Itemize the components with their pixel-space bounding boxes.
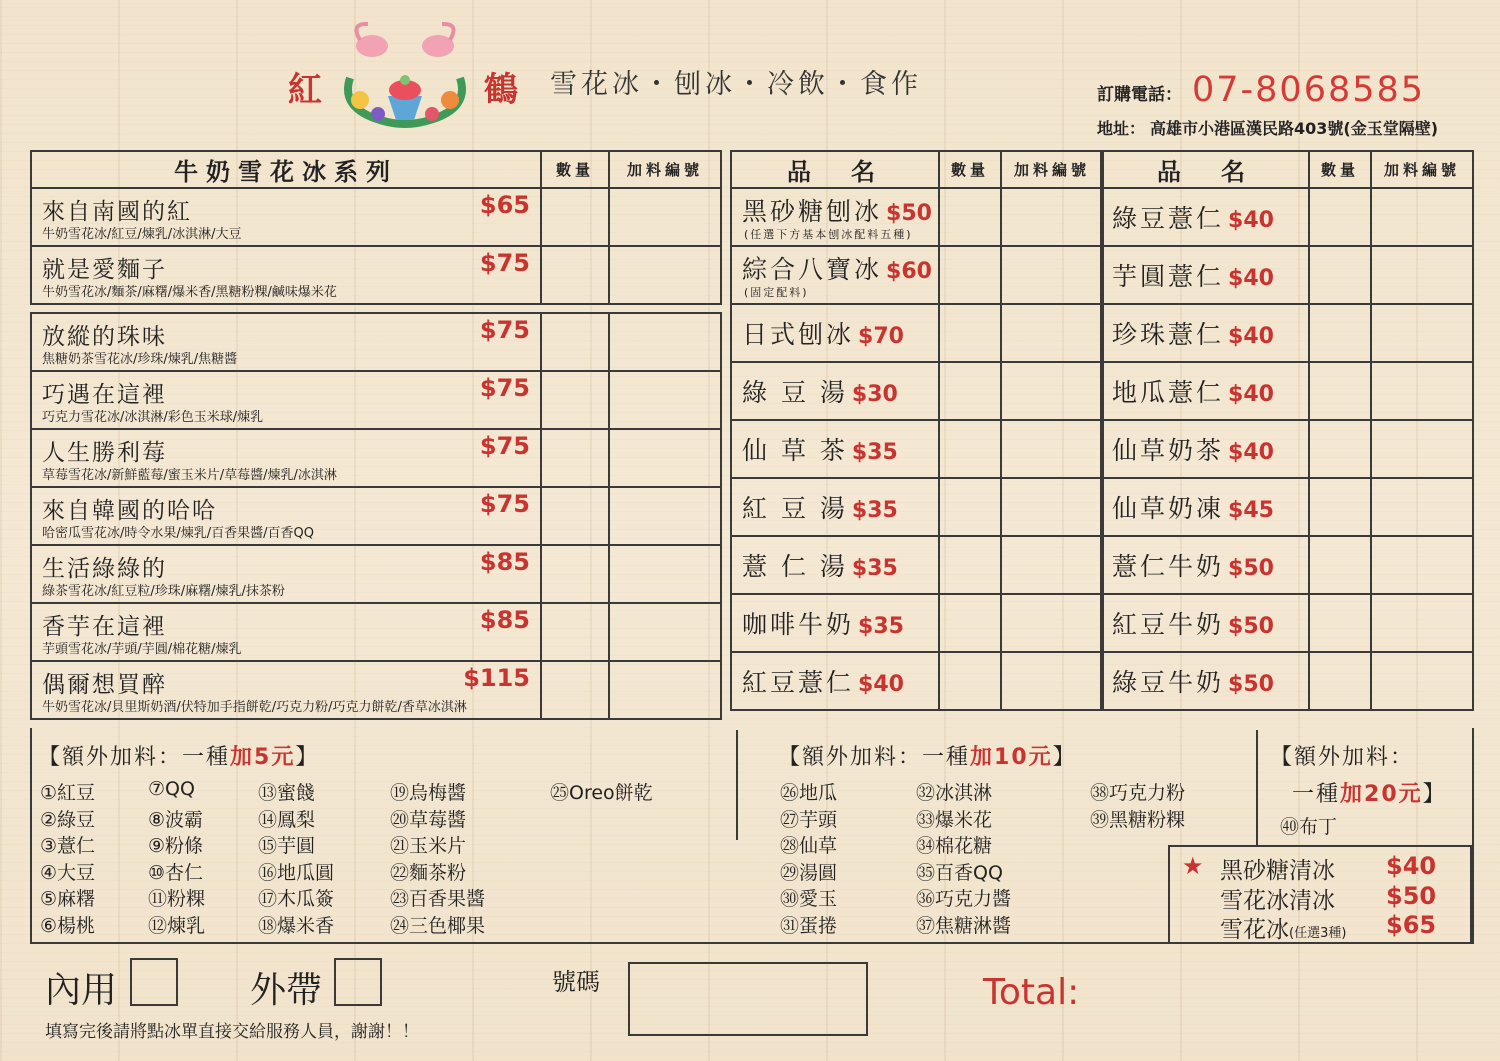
heading-price: 加10元	[970, 745, 1053, 770]
divider	[736, 730, 738, 840]
menu-row	[31, 371, 721, 429]
menu-item	[731, 536, 939, 594]
topping-code-cell[interactable]	[609, 371, 721, 429]
topping-code-cell[interactable]	[609, 429, 721, 487]
topping-item: ⑭鳳梨	[258, 808, 316, 831]
topping-code-cell[interactable]	[1371, 362, 1473, 420]
item-name: 薏 仁 湯	[742, 552, 848, 581]
menu-row	[731, 652, 1103, 710]
takeout-checkbox[interactable]	[334, 958, 382, 1006]
topping-item: ㊱巧克力醬	[916, 888, 1012, 911]
snow-ice-table-bottom	[30, 312, 722, 720]
item-description: 牛奶雪花冰/麵茶/麻糬/爆米香/黑糖粉粿/鹹味爆米花	[42, 285, 337, 300]
item-price: $30	[851, 382, 898, 407]
menu-item	[31, 603, 541, 661]
item-name: 咖啡牛奶	[742, 610, 855, 639]
qty-cell[interactable]	[541, 487, 609, 545]
ice-price: $40	[1386, 852, 1437, 880]
menu-item	[731, 478, 939, 536]
qty-cell[interactable]	[939, 246, 1001, 304]
menu-row	[731, 304, 1103, 362]
menu-item	[1101, 188, 1309, 246]
qty-cell[interactable]	[1309, 362, 1371, 420]
qty-header: 數量	[1309, 151, 1371, 188]
topping-code-cell[interactable]	[1371, 304, 1473, 362]
topping-code-cell[interactable]	[1371, 246, 1473, 304]
topping-20-heading-line2	[1292, 777, 1447, 808]
item-price: $35	[851, 498, 898, 523]
item-name-header: 品 名	[1101, 151, 1309, 188]
menu-item	[731, 652, 939, 710]
topping-item: ⑳草莓醬	[390, 808, 467, 831]
menu-row	[1101, 536, 1473, 594]
topping-item: ㉟百香QQ	[916, 861, 1003, 884]
topping-item: ㉑玉米片	[390, 835, 467, 858]
item-name: 仙草奶凍	[1112, 494, 1225, 523]
topping-item: ⑦QQ	[148, 778, 195, 800]
menu-item	[731, 594, 939, 652]
dine-in-label: 內用	[45, 970, 118, 1011]
topping-item: ㉝爆米花	[916, 808, 993, 831]
topping-10-heading	[778, 740, 1077, 771]
qty-cell[interactable]	[541, 313, 609, 371]
menu-row	[31, 545, 721, 603]
menu-item	[31, 487, 541, 545]
flamingo-logo-icon	[330, 18, 480, 136]
item-name: 就是愛麵子	[42, 257, 167, 283]
qty-cell[interactable]	[541, 188, 609, 246]
menu-row	[1101, 478, 1473, 536]
topping-item: ㉙湯圓	[780, 861, 838, 884]
topping-code-cell[interactable]	[609, 545, 721, 603]
menu-item	[1101, 304, 1309, 362]
item-price: $35	[851, 556, 898, 581]
item-price: $75	[479, 316, 530, 344]
item-price: $75	[479, 490, 530, 518]
number-label: 號碼	[552, 968, 600, 996]
topping-code-cell[interactable]	[1001, 246, 1103, 304]
ice-name: 雪花冰清冰	[1220, 888, 1335, 914]
qty-header: 數量	[939, 151, 1001, 188]
topping-code-cell[interactable]	[1001, 304, 1103, 362]
topping-item: ④大豆	[40, 861, 96, 884]
item-name: 薏仁牛奶	[1112, 552, 1225, 581]
item-price: $65	[479, 191, 530, 219]
menu-item	[731, 188, 939, 246]
item-price: $115	[463, 664, 530, 692]
item-description: 巧克力雪花冰/冰淇淋/彩色玉米球/煉乳	[42, 410, 264, 425]
item-description: 芋頭雪花冰/芋頭/芋圓/棉花糖/煉乳	[42, 642, 242, 657]
qty-cell[interactable]	[541, 661, 609, 719]
qty-cell[interactable]	[1309, 188, 1371, 246]
item-name: 生活綠綠的	[42, 556, 167, 582]
menu-row	[1101, 420, 1473, 478]
item-name: 仙草奶茶	[1112, 436, 1225, 465]
menu-row	[731, 362, 1103, 420]
snow-ice-table-top	[30, 150, 722, 305]
menu-item	[31, 246, 541, 304]
ice-note: (任選3種)	[1289, 926, 1347, 941]
item-price: $85	[479, 548, 530, 576]
topping-code-cell[interactable]	[1371, 652, 1473, 710]
address: 高雄市小港區漢民路403號(金玉堂隔壁)	[1150, 119, 1439, 138]
item-price: $35	[858, 614, 904, 639]
menu-row	[31, 603, 721, 661]
topping-code-cell[interactable]	[1001, 594, 1103, 652]
topping-code-cell[interactable]	[1371, 188, 1473, 246]
menu-item	[1101, 478, 1309, 536]
phone-number: 07-8068585	[1192, 70, 1426, 110]
topping-item: ㉚愛玉	[780, 888, 838, 911]
topping-item: ⑮芋圓	[258, 835, 316, 858]
heading-text: 一種	[1292, 782, 1341, 807]
notice-text: 填寫完後請將點冰單直接交給服務人員，謝謝！！	[45, 1022, 419, 1042]
item-description: 草莓雪花冰/新鮮藍莓/蜜玉米片/草莓醬/煉乳/冰淇淋	[42, 468, 337, 483]
qty-cell[interactable]	[1309, 536, 1371, 594]
item-name: 地瓜薏仁	[1112, 378, 1225, 407]
shaved-ice-table	[730, 150, 1104, 711]
menu-item	[1101, 594, 1309, 652]
topping-item: ②綠豆	[40, 808, 96, 831]
item-name: 芋圓薏仁	[1112, 262, 1225, 291]
menu-item	[31, 371, 541, 429]
item-name: 日式刨冰	[742, 320, 855, 349]
menu-item	[731, 420, 939, 478]
item-price: $75	[479, 374, 530, 402]
ice-name: 雪花冰	[1220, 917, 1289, 943]
item-name: 綠豆薏仁	[1112, 204, 1225, 233]
qty-cell[interactable]	[541, 246, 609, 304]
menu-item	[31, 188, 541, 246]
topping-item: ⑲烏梅醬	[390, 782, 467, 804]
item-name: 巧遇在這裡	[42, 382, 167, 408]
qty-cell[interactable]	[939, 652, 1001, 710]
menu-item	[1101, 652, 1309, 710]
item-name: 紅豆薏仁	[742, 668, 855, 697]
menu-row	[731, 594, 1103, 652]
topping-item: ㉖地瓜	[780, 782, 838, 804]
qty-cell[interactable]	[939, 304, 1001, 362]
heading-price: 加20元	[1340, 782, 1423, 807]
topping-item: ⑱爆米香	[258, 915, 335, 937]
item-price: $40	[1228, 382, 1274, 407]
topping-code-cell[interactable]	[1001, 362, 1103, 420]
drinks-table	[1100, 150, 1474, 711]
tagline: 雪花冰・刨冰・冷飲・食作	[550, 69, 922, 100]
item-name: 人生勝利莓	[42, 440, 167, 466]
topping-code-cell[interactable]	[1371, 420, 1473, 478]
item-price: $50	[1228, 672, 1274, 697]
topping-code-cell[interactable]	[1371, 536, 1473, 594]
item-price: $40	[1228, 324, 1274, 349]
item-price: $40	[1228, 208, 1274, 233]
topping-item: ⑤麻糬	[40, 888, 96, 911]
topping-item: ㉔三色椰果	[390, 915, 486, 937]
item-name: 來自韓國的哈哈	[42, 498, 217, 524]
item-name: 綜合八寶冰	[742, 255, 883, 284]
qty-cell[interactable]	[541, 545, 609, 603]
qty-cell[interactable]	[1309, 652, 1371, 710]
topping-item: ⑬蜜餞	[258, 782, 316, 804]
item-name: 放縱的珠味	[42, 324, 167, 350]
menu-item	[31, 313, 541, 371]
item-name: 綠豆牛奶	[1112, 668, 1225, 697]
heading-close: 】	[295, 745, 320, 770]
heading-price: 加5元	[230, 745, 296, 770]
item-price: $60	[886, 259, 932, 284]
qty-cell[interactable]	[541, 429, 609, 487]
item-name: 偶爾想買醉	[42, 672, 167, 698]
menu-row	[1101, 652, 1473, 710]
topping-item: ⑯地瓜圓	[258, 861, 335, 884]
topping-item: ⑪粉粿	[148, 888, 206, 911]
item-name: 黑砂糖刨冰	[742, 197, 883, 226]
heading-close: 】	[1052, 745, 1077, 770]
topping-item: ㉛蛋捲	[780, 915, 838, 937]
topping-item: ㉗芋頭	[780, 808, 838, 831]
menu-row	[731, 478, 1103, 536]
topping-code-cell[interactable]	[1001, 420, 1103, 478]
item-price: $75	[479, 432, 530, 460]
topping-code-cell[interactable]	[609, 313, 721, 371]
topping-code-cell[interactable]	[609, 603, 721, 661]
menu-row	[731, 188, 1103, 246]
topping-item: ⑧波霸	[148, 808, 204, 831]
item-price: $70	[858, 324, 904, 349]
topping-item: ③薏仁	[40, 835, 96, 858]
heading-text: 【額外加料：一種	[778, 745, 971, 770]
item-price: $35	[851, 440, 898, 465]
topping-item: ㊳巧克力粉	[1090, 782, 1186, 804]
menu-row	[1101, 594, 1473, 652]
takeout-label: 外帶	[250, 970, 323, 1011]
topping-item: ⑨粉條	[148, 835, 204, 858]
qty-cell[interactable]	[939, 594, 1001, 652]
item-name: 珍珠薏仁	[1112, 320, 1225, 349]
item-description: 哈密瓜雪花冰/時令水果/煉乳/百香果醬/百香QQ	[42, 526, 314, 541]
total-label: Total:	[983, 972, 1080, 1013]
item-name: 來自南國的紅	[42, 199, 192, 225]
topping-item: ①紅豆	[40, 782, 96, 804]
item-description: 綠茶雪花冰/紅豆粒/珍珠/麻糬/煉乳/抹茶粉	[42, 584, 285, 599]
snow-ice-series-title: 牛奶雪花冰系列	[31, 151, 541, 188]
topping-item: ㉕Oreo餅乾	[550, 782, 653, 804]
item-name: 仙 草 茶	[742, 436, 848, 465]
topping-code-cell[interactable]	[609, 246, 721, 304]
brand-char-right: 鶴	[484, 70, 518, 110]
menu-row	[31, 313, 721, 371]
menu-item	[731, 246, 939, 304]
topping-code-cell[interactable]	[609, 661, 721, 719]
topping-20-heading-line1: 【額外加料：	[1270, 745, 1415, 770]
topping-5-heading	[38, 740, 319, 771]
item-name: 紅豆牛奶	[1112, 610, 1225, 639]
item-price: $50	[886, 201, 932, 226]
menu-item	[731, 362, 939, 420]
qty-cell[interactable]	[541, 371, 609, 429]
topping-item: ⑰木瓜簽	[258, 888, 335, 911]
menu-row	[31, 661, 721, 719]
topping-code-header: 加料編號	[1371, 151, 1473, 188]
heading-text: 【額外加料：一種	[38, 745, 231, 770]
topping-item: ㉒麵茶粉	[390, 861, 467, 884]
topping-code-cell[interactable]	[1371, 594, 1473, 652]
menu-row	[31, 487, 721, 545]
qty-header: 數量	[541, 151, 609, 188]
qty-cell[interactable]	[939, 478, 1001, 536]
ice-name-with-note	[1220, 911, 1346, 944]
ice-price: $50	[1386, 882, 1437, 910]
menu-row	[1101, 246, 1473, 304]
qty-cell[interactable]	[1309, 594, 1371, 652]
ice-name: 黑砂糖清冰	[1220, 858, 1335, 884]
menu-row	[31, 188, 721, 246]
topping-item: ㉞棉花糖	[916, 835, 993, 858]
number-field[interactable]	[628, 962, 868, 1036]
qty-cell[interactable]	[939, 420, 1001, 478]
menu-row	[731, 246, 1103, 304]
menu-row	[1101, 188, 1473, 246]
qty-cell[interactable]	[1309, 304, 1371, 362]
item-name: 香芋在這裡	[42, 614, 167, 640]
menu-item	[1101, 420, 1309, 478]
phone-label: 訂購電話：	[1097, 85, 1182, 105]
topping-code-header: 加料編號	[609, 151, 721, 188]
topping-item: ⑥楊桃	[40, 915, 96, 937]
qty-cell[interactable]	[1309, 420, 1371, 478]
topping-code-cell[interactable]	[1371, 478, 1473, 536]
item-price: $40	[858, 672, 904, 697]
item-description: 焦糖奶茶雪花冰/珍珠/煉乳/焦糖醬	[42, 352, 238, 367]
topping-item: ⑫煉乳	[148, 915, 206, 937]
qty-cell[interactable]	[939, 536, 1001, 594]
menu-item	[731, 304, 939, 362]
topping-item: ㊲焦糖淋醬	[916, 915, 1012, 937]
topping-code-header: 加料編號	[1001, 151, 1103, 188]
topping-code-cell[interactable]	[1001, 478, 1103, 536]
topping-code-cell[interactable]	[609, 487, 721, 545]
qty-cell[interactable]	[1309, 478, 1371, 536]
item-price: $50	[1228, 614, 1274, 639]
topping-item: ⑩杏仁	[148, 861, 204, 884]
menu-row	[1101, 304, 1473, 362]
address-label: 地址：	[1097, 119, 1146, 138]
item-name: 綠 豆 湯	[742, 378, 848, 407]
menu-item	[31, 545, 541, 603]
topping-item: ㊴黑糖粉粿	[1090, 808, 1186, 831]
item-price: $75	[479, 249, 530, 277]
qty-cell[interactable]	[1309, 246, 1371, 304]
item-price: $40	[1228, 266, 1274, 291]
item-note: (任選下方基本刨冰配料五種)	[744, 228, 913, 241]
menu-item	[31, 429, 541, 487]
topping-code-cell[interactable]	[609, 188, 721, 246]
menu-row	[31, 246, 721, 304]
qty-cell[interactable]	[939, 362, 1001, 420]
topping-code-cell[interactable]	[1001, 188, 1103, 246]
star-icon: ★	[1182, 852, 1204, 880]
menu-row	[731, 536, 1103, 594]
item-name: 紅 豆 湯	[742, 494, 848, 523]
menu-item	[1101, 536, 1309, 594]
item-note: (固定配料)	[744, 286, 809, 299]
item-description: 牛奶雪花冰/貝里斯奶酒/伏特加手指餅乾/巧克力粉/巧克力餅乾/香草冰淇淋	[42, 700, 467, 715]
item-price: $85	[479, 606, 530, 634]
menu-item	[31, 661, 541, 719]
menu-row	[31, 429, 721, 487]
menu-row	[1101, 362, 1473, 420]
topping-item: ㉘仙草	[780, 835, 838, 858]
menu-item	[1101, 362, 1309, 420]
topping-item: ㉓百香果醬	[390, 888, 486, 911]
qty-cell[interactable]	[541, 603, 609, 661]
topping-item: ㊵布丁	[1280, 816, 1338, 838]
brand-char-left: 紅	[288, 70, 322, 110]
item-price: $45	[1228, 498, 1274, 523]
item-price: $40	[1228, 440, 1274, 465]
menu-item	[1101, 246, 1309, 304]
heading-close: 】	[1422, 782, 1447, 807]
divider	[1256, 730, 1258, 845]
menu-row	[731, 420, 1103, 478]
dine-in-checkbox[interactable]	[130, 958, 178, 1006]
item-description: 牛奶雪花冰/紅豆/煉乳/冰淇淋/大豆	[42, 227, 242, 242]
qty-cell[interactable]	[939, 188, 1001, 246]
topping-code-cell[interactable]	[1001, 536, 1103, 594]
topping-item: ㉜冰淇淋	[916, 782, 993, 804]
item-name-header: 品 名	[731, 151, 939, 188]
ice-price: $65	[1386, 911, 1437, 939]
item-price: $50	[1228, 556, 1274, 581]
topping-code-cell[interactable]	[1001, 652, 1103, 710]
